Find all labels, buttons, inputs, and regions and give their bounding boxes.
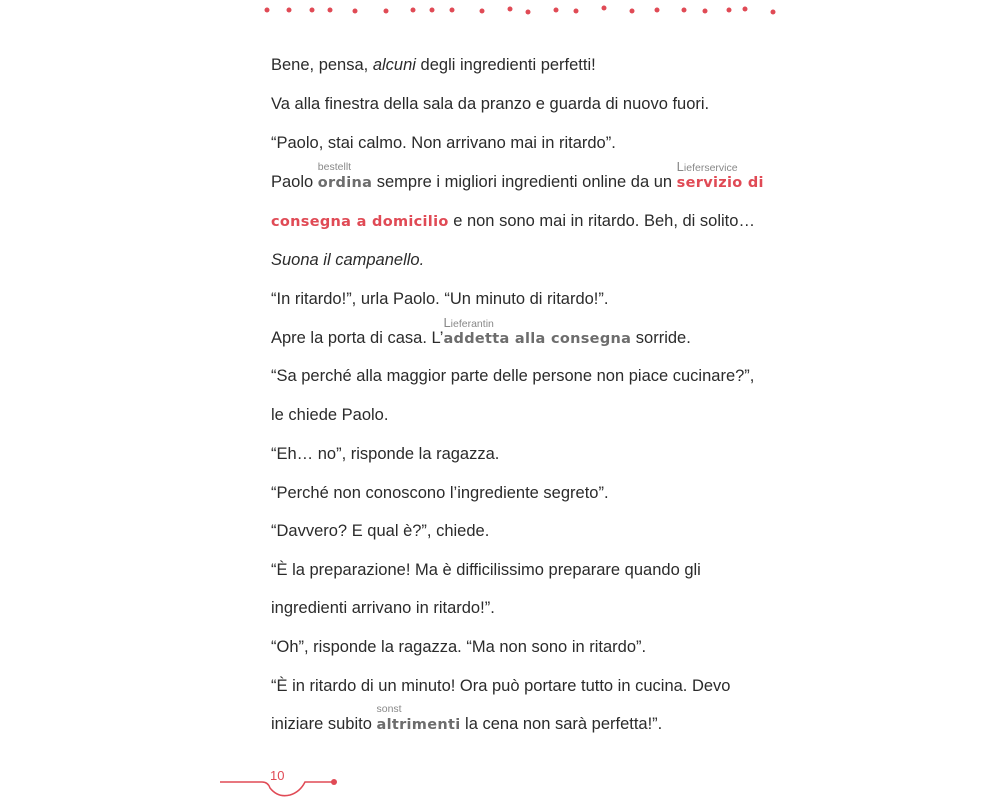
page-number: 10 bbox=[270, 768, 285, 783]
glossary-term: Lieferantin addetta alla consegna bbox=[443, 315, 632, 347]
story-line: le chiede Paolo. bbox=[271, 406, 389, 424]
story-line: ingredienti arrivano in ritardo!”. bbox=[271, 599, 495, 617]
story-line: Paolo bestellt ordina sempre i migliori ingredienti online da un Lieferservice servizio di bbox=[271, 159, 764, 191]
story-line: Apre la porta di casa. L’ Lieferantin addetta alla consegna sorride. bbox=[271, 315, 691, 347]
story-line: iniziare subito sonst altrimenti la cena non sarà perfetta!”. bbox=[271, 714, 791, 735]
page-footer-ornament bbox=[0, 760, 400, 800]
story-line: “In ritardo!”, urla Paolo. “Un minuto di ritardo!”. bbox=[271, 290, 609, 308]
story-line: “Eh… no”, risponde la ragazza. bbox=[271, 445, 500, 463]
story-line: Suona il campanello. bbox=[271, 251, 425, 269]
translation-note: Lieferantin bbox=[443, 315, 494, 330]
story-line: “Davvero? E qual è?”, chiede. bbox=[271, 522, 490, 540]
story-line: consegna a domicilio e non sono mai in ritardo. Beh, di solito… bbox=[271, 212, 755, 230]
decorative-dot-border bbox=[0, 0, 1000, 20]
translation-note: Lieferservice bbox=[676, 159, 738, 174]
story-line: “È in ritardo di un minuto! Ora può portare tutto in cucina. Devo bbox=[271, 677, 731, 695]
glossary-term: consegna a domicilio bbox=[271, 214, 449, 230]
story-line: “Paolo, stai calmo. Non arrivano mai in ritardo”. bbox=[271, 134, 616, 152]
story-line: “Oh”, risponde la ragazza. “Ma non sono in ritardo”. bbox=[271, 638, 647, 656]
story-line: Bene, pensa, alcuni degli ingredienti perfetti! bbox=[271, 56, 596, 74]
glossary-term: Lieferservice servizio di bbox=[676, 159, 764, 191]
glossary-term: bestellt ordina bbox=[318, 173, 372, 193]
italic-word: alcuni bbox=[372, 56, 416, 74]
translation-note: bestellt bbox=[317, 161, 352, 173]
glossary-term: sonst altrimenti bbox=[376, 715, 460, 735]
story-line: “Sa perché alla maggior parte delle persone non piace cucinare?”, bbox=[271, 367, 755, 385]
translation-note: sonst bbox=[376, 703, 402, 715]
story-line: Va alla finestra della sala da pranzo e guarda di nuovo fuori. bbox=[271, 95, 710, 113]
story-line: “Perché non conoscono l’ingrediente segreto”. bbox=[271, 484, 609, 502]
story-line: “È la preparazione! Ma è difficilissimo preparare quando gli bbox=[271, 561, 701, 579]
